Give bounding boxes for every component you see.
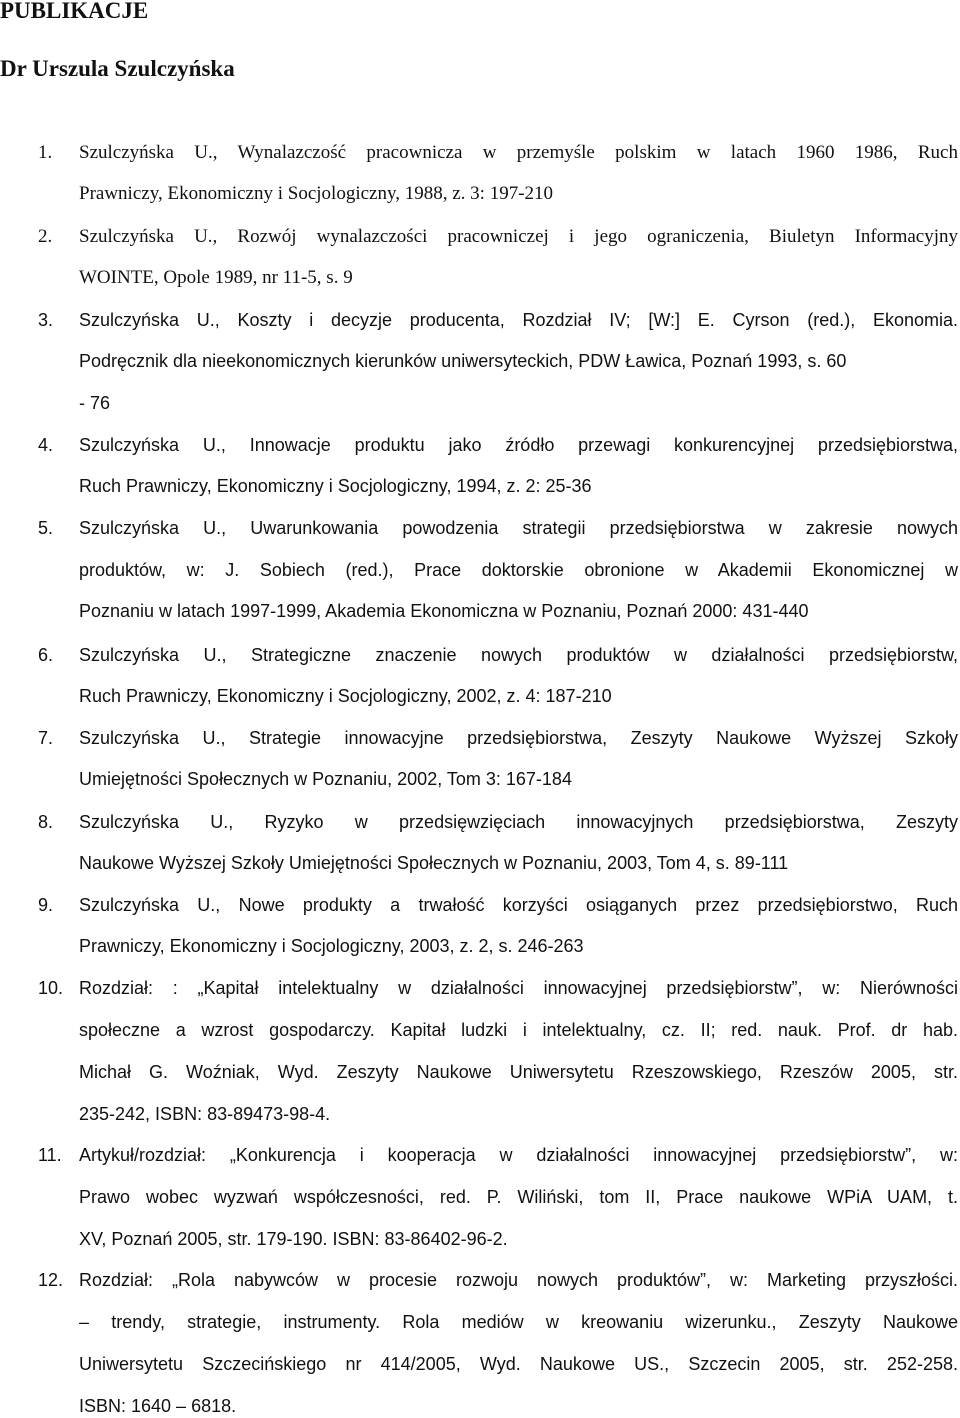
publication-line: Artykuł/rozdział: „Konkurencja i kooperacja w działalności innowacyjnej przedsiębiorstw”, w:	[79, 1145, 958, 1165]
publication-line: - 76	[79, 393, 111, 413]
publication-line: WOINTE, Opole 1989, nr 11-5, s. 9	[79, 267, 353, 288]
publication-line: XV, Poznań 2005, str. 179-190. ISBN: 83-86402-96-2.	[79, 1229, 508, 1249]
publication-line: Szulczyńska U., Innowacje produktu jako źródło przewagi konkurencyjnej przedsiębiorstwa,	[79, 435, 958, 455]
publication-line: Poznaniu w latach 1997-1999, Akademia Ekonomiczna w Poznaniu, Poznań 2000: 431-440	[79, 601, 809, 621]
publication-line: produktów, w: J. Sobiech (red.), Prace doktorskie obronione w Akademii Ekonomicznej w	[79, 560, 958, 580]
publication-line: – trendy, strategie, instrumenty. Rola mediów w kreowaniu wizerunku., Zeszyty Naukowe	[79, 1312, 958, 1332]
publication-line: Szulczyńska U., Ryzyko w przedsięwzięciach innowacyjnych przedsiębiorstwa, Zeszyty	[79, 812, 958, 832]
publication-line: Szulczyńska U., Wynalazczość pracownicza w przemyśle polskim w latach 1960 1986, Ruch	[79, 142, 958, 163]
publication-number: 9.	[38, 895, 54, 915]
publication-number: 11.	[38, 1145, 62, 1165]
publication-line: Szulczyńska U., Rozwój wynalazczości pracowniczej i jego ograniczenia, Biuletyn Informacyjny	[79, 226, 958, 247]
publication-line: społeczne a wzrost gospodarczy. Kapitał ludzki i intelektualny, cz. II; red. nauk. Prof. dr hab.	[79, 1020, 958, 1040]
publication-line: Uniwersytetu Szczecińskiego nr 414/2005, Wyd. Naukowe US., Szczecin 2005, str. 252-258.	[79, 1354, 958, 1374]
publication-number: 10.	[38, 978, 64, 998]
publication-line: Naukowe Wyższej Szkoły Umiejętności Społecznych w Poznaniu, 2003, Tom 4, s. 89-111	[79, 853, 789, 873]
publication-number: 12.	[38, 1270, 64, 1290]
publication-line: Szulczyńska U., Koszty i decyzje producenta, Rozdział IV; [W:] E. Cyrson (red.), Ekonomia.	[79, 310, 958, 330]
publication-line: Szulczyńska U., Strategiczne znaczenie nowych produktów w działalności przedsiębiorstw,	[79, 645, 958, 665]
publication-line: Prawniczy, Ekonomiczny i Socjologiczny, 2003, z. 2, s. 246-263	[79, 936, 584, 956]
publication-number: 7.	[38, 728, 54, 748]
publication-line: Prawo wobec wyzwań współczesności, red. P. Wiliński, tom II, Prace naukowe WPiA UAM, t.	[79, 1187, 958, 1207]
publication-number: 2.	[38, 226, 53, 247]
publication-number: 8.	[38, 812, 54, 832]
publication-line: Podręcznik dla nieekonomicznych kierunków uniwersyteckich, PDW Ławica, Poznań 1993, s. 60	[79, 351, 847, 371]
publication-line: Ruch Prawniczy, Ekonomiczny i Socjologiczny, 1994, z. 2: 25-36	[79, 476, 592, 496]
publication-line: 235-242, ISBN: 83-89473-98-4.	[79, 1104, 331, 1124]
publication-line: Rozdział: „Rola nabywców w procesie rozwoju nowych produktów”, w: Marketing przyszłości.	[79, 1270, 958, 1290]
publication-line: Szulczyńska U., Strategie innowacyjne przedsiębiorstwa, Zeszyty Naukowe Wyższej Szkoły	[79, 728, 958, 748]
publication-number: 6.	[38, 645, 54, 665]
publication-number: 4.	[38, 435, 54, 455]
publication-line: Szulczyńska U., Nowe produkty a trwałość korzyści osiąganych przez przedsiębiorstwo, Ruch	[79, 895, 958, 915]
publication-number: 3.	[38, 310, 54, 330]
publication-line: Michał G. Woźniak, Wyd. Zeszyty Naukowe Uniwersytetu Rzeszowskiego, Rzeszów 2005, str.	[79, 1062, 958, 1082]
publication-number: 1.	[38, 142, 53, 163]
page-title: PUBLIKACJE	[0, 0, 149, 23]
publication-number: 5.	[38, 518, 54, 538]
publication-line: Prawniczy, Ekonomiczny i Socjologiczny, 1988, z. 3: 197-210	[79, 183, 554, 204]
publication-line: Umiejętności Społecznych w Poznaniu, 2002, Tom 3: 167-184	[79, 769, 572, 789]
publication-line: Szulczyńska U., Uwarunkowania powodzenia strategii przedsiębiorstwa w zakresie nowych	[79, 518, 958, 538]
publication-line: ISBN: 1640 – 6818.	[79, 1396, 237, 1416]
publication-line: Ruch Prawniczy, Ekonomiczny i Socjologiczny, 2002, z. 4: 187-210	[79, 686, 612, 706]
author-name: Dr Urszula Szulczyńska	[0, 56, 235, 81]
publication-line: Rozdział: : „Kapitał intelektualny w działalności innowacyjnej przedsiębiorstw”, w: Nierówności	[79, 978, 958, 998]
